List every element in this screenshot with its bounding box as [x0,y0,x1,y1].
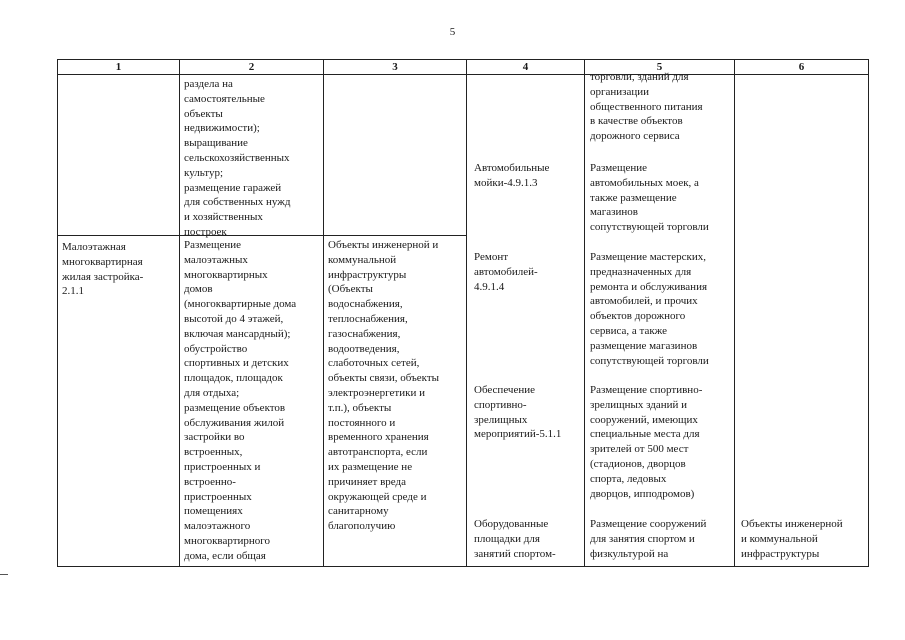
header-col-3: 3 [392,61,398,73]
cell-permitted-use-description: Размещение малоэтажных многоквартирных домов (многоквартирные дома высотой до 4 этажей, включая мансардный); обустройство спортивных и детских площадок, площадок для отдыха; размещение объектов обслуживания жилой застройки во встроенных, пристроенных и встроенно- пристроенных помещениях малоэтажного многоквартирного дома, если общая [184,239,297,562]
cell-auxiliary-objects: Объекты инженерной и коммунальной инфраструктуры (Объекты водоснабжения, теплоснабжения, газоснабжения, водоотведения, слаботочных сетей, объекты связи, объекты электроэнергетики и т.п.), объекты постоянного и временного хранения автотранспорта, если их размещение не причиняет вреда окружающей среде и санитарному благополучию [328,239,440,533]
header-col-1: 1 [115,61,122,73]
cell-zone-name: Малоэтажная многоквартирная жилая застройка- 2.1.1 [62,241,144,298]
margin-mark [0,574,8,575]
cell-desc-road-service: торговли, зданий для организации общественного питания в качестве объектов дорожного сервиса [590,71,703,143]
header-col-2: 2 [248,61,255,73]
cell-use-sport-events: Обеспечение спортивно- зрелищных мероприятий-5.1.1 [474,384,562,441]
cell-aux-infrastructure: Объекты инженерной и коммунальной инфраструктуры [741,518,843,560]
cell-desc-car-repair: Размещение мастерских, предназначенных для ремонта и обслуживания автомобилей, и прочих объектов дорожного сервиса, а также размещение магазинов сопутствующей торговли [590,251,709,367]
header-col-4: 4 [522,61,529,73]
cell-use-car-wash: Автомобильные мойки-4.9.1.3 [474,162,550,189]
cell-use-sport-grounds: Оборудованные площадки для занятий спортом- [474,518,556,560]
header-col-5: 5 [656,61,663,73]
cell-desc-sport-grounds: Размещение сооружений для занятия спортом и физкультурой на [590,518,707,560]
cell-desc-sport-events: Размещение спортивно- зрелищных зданий и сооружений, имеющих специальные места для зрителей от 500 мест (стадионов, дворцов спорта, ледовых дворцов, ипподромов) [590,384,703,500]
page-number: 5 [449,26,456,38]
cell-use-car-repair: Ремонт автомобилей- 4.9.1.4 [474,251,538,293]
cell-permitted-use-continued: раздела на самостоятельные объекты недвижимости); выращивание сельскохозяйственных культур; размещение гаражей для собственных нужд и хозяйственных пострoек [184,78,291,238]
header-col-6: 6 [798,61,805,73]
cell-desc-car-wash: Размещение автомобильных моек, а также размещение магазинов сопутствующей торговли [590,162,709,234]
